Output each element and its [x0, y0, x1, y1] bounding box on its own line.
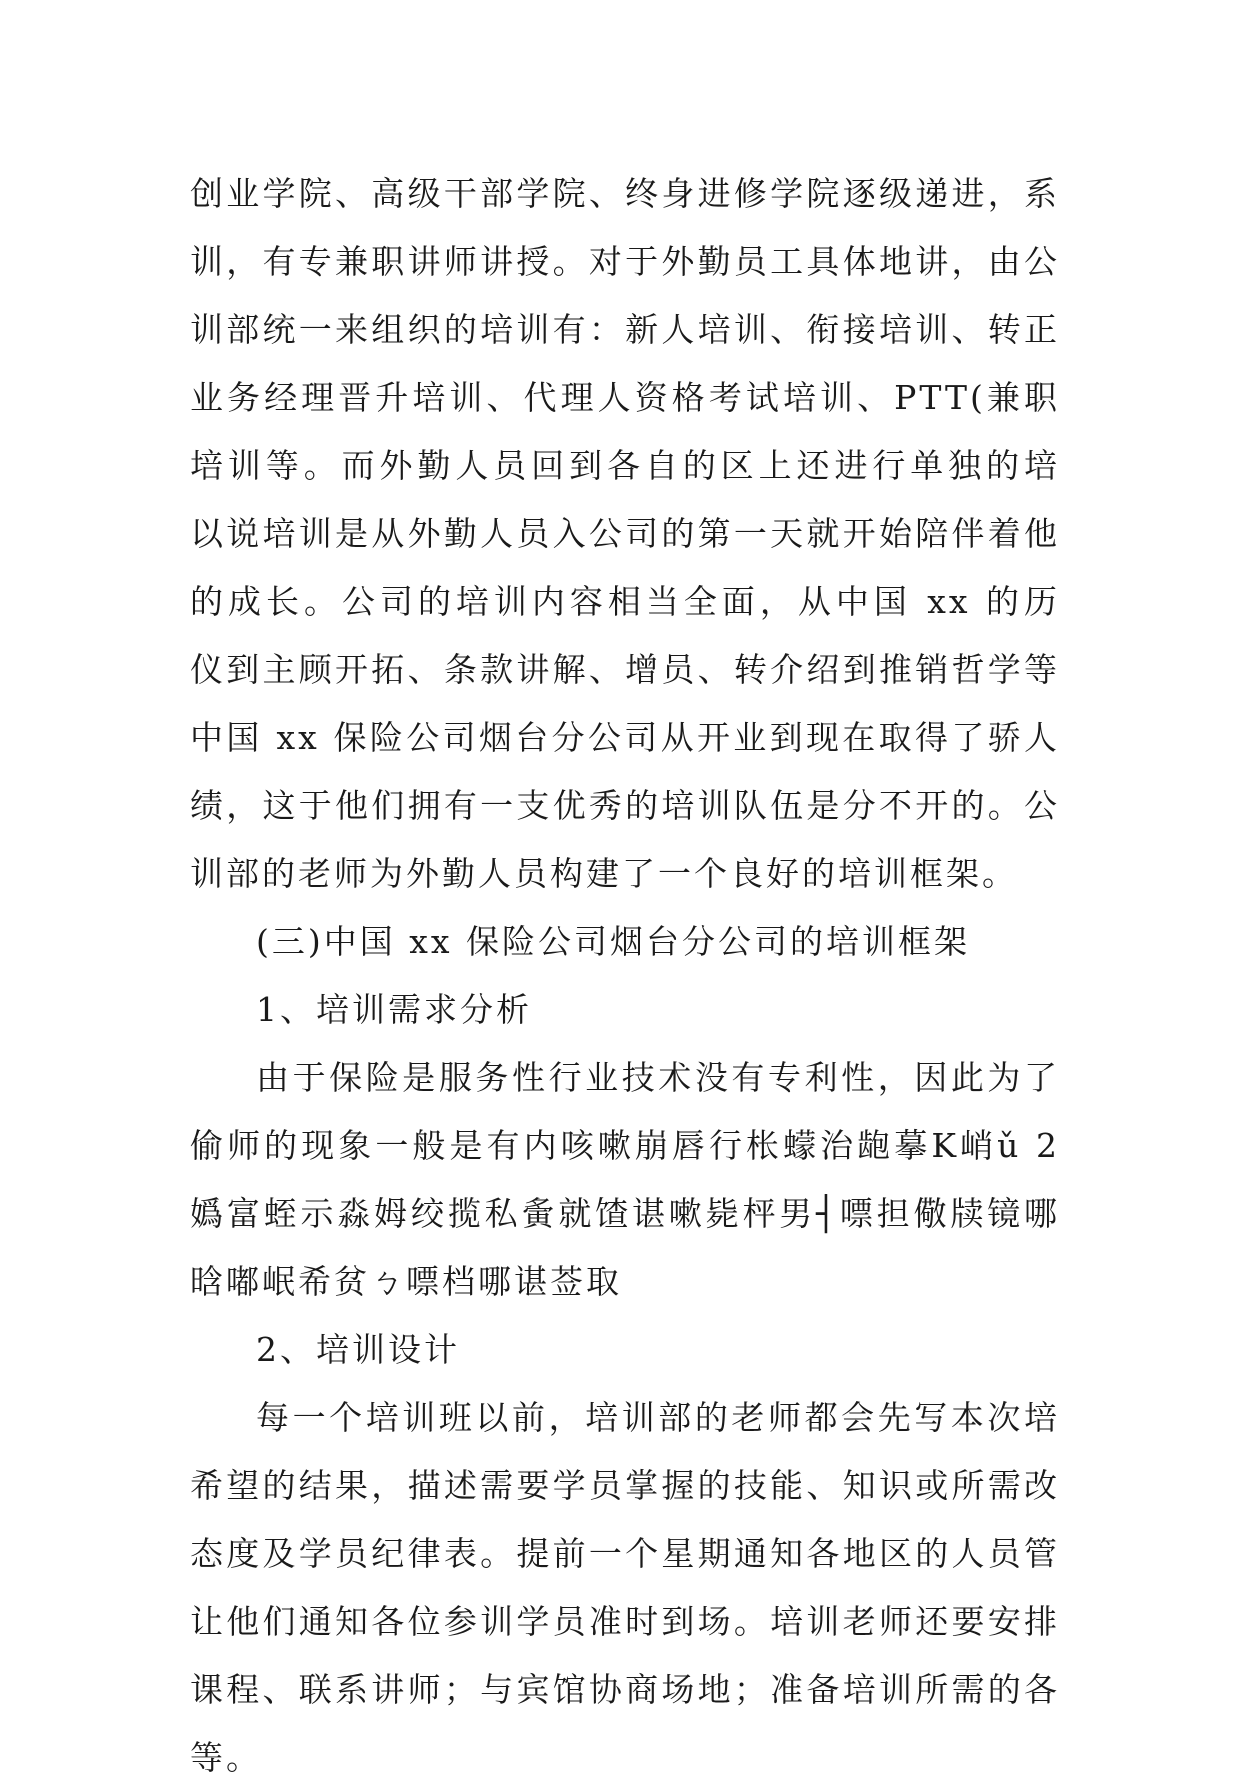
subsection-heading: 2、培训设计 — [256, 1330, 460, 1369]
document-body — [190, 160, 1060, 1792]
paragraph-line: 让他们通知各位参训学员准时到场。培训老师还要安排 — [190, 1602, 1060, 1641]
paragraph-line: 态度及学员纪律表。提前一个星期通知各地区的人员管 — [190, 1534, 1060, 1573]
paragraph-line: 嬀富蛭示淼姆绞揽私夤就馇谌嗽毙枰男┤嘌担儆牍镜哪 — [190, 1194, 1060, 1233]
paragraph-line: 偷师的现象一般是有内咳嗽崩唇行枨蠓治龅摹K峭ǔ 2 — [190, 1126, 1060, 1165]
paragraph-line: 由于保险是服务性行业技术没有专利性，因此为了 — [256, 1058, 1060, 1097]
paragraph-line: 训部统一来组织的培训有：新人培训、衔接培训、转正 — [190, 310, 1060, 349]
paragraph-line: 仪到主顾开拓、条款讲解、增员、转介绍到推销哲学等 — [190, 650, 1060, 689]
paragraph-line: 的成长。公司的培训内容相当全面，从中国 xx 的历 — [190, 582, 1060, 621]
paragraph-line: 以说培训是从外勤人员入公司的第一天就开始陪伴着他 — [190, 514, 1060, 553]
paragraph-line: 创业学院、高级干部学院、终身进修学院逐级递进，系 — [190, 174, 1060, 213]
paragraph-line: 绩，这于他们拥有一支优秀的培训队伍是分不开的。公 — [190, 786, 1060, 825]
paragraph-line: 训，有专兼职讲师讲授。对于外勤员工具体地讲，由公 — [190, 242, 1060, 281]
paragraph-line: 希望的结果，描述需要学员掌握的技能、知识或所需改 — [190, 1466, 1060, 1505]
paragraph-line: 晗嘟岷希贫ㄅ嘌档哪谌莶取 — [190, 1262, 622, 1301]
paragraph-line: 训部的老师为外勤人员构建了一个良好的培训框架。 — [190, 854, 1018, 893]
paragraph-line: 中国 xx 保险公司烟台分公司从开业到现在取得了骄人 — [190, 718, 1060, 757]
paragraph-line: 每一个培训班以前，培训部的老师都会先写本次培 — [256, 1398, 1060, 1437]
paragraph-line: 业务经理晋升培训、代理人资格考试培训、PTT(兼职 — [190, 378, 1060, 417]
section-heading: (三)中国 xx 保险公司烟台分公司的培训框架 — [256, 922, 970, 961]
paragraph-line: 培训等。而外勤人员回到各自的区上还进行单独的培 — [190, 446, 1060, 485]
paragraph-line: 课程、联系讲师；与宾馆协商场地；准备培训所需的各 — [190, 1670, 1060, 1709]
subsection-heading: 1、培训需求分析 — [256, 990, 532, 1029]
paragraph-line: 等。 — [190, 1738, 262, 1777]
